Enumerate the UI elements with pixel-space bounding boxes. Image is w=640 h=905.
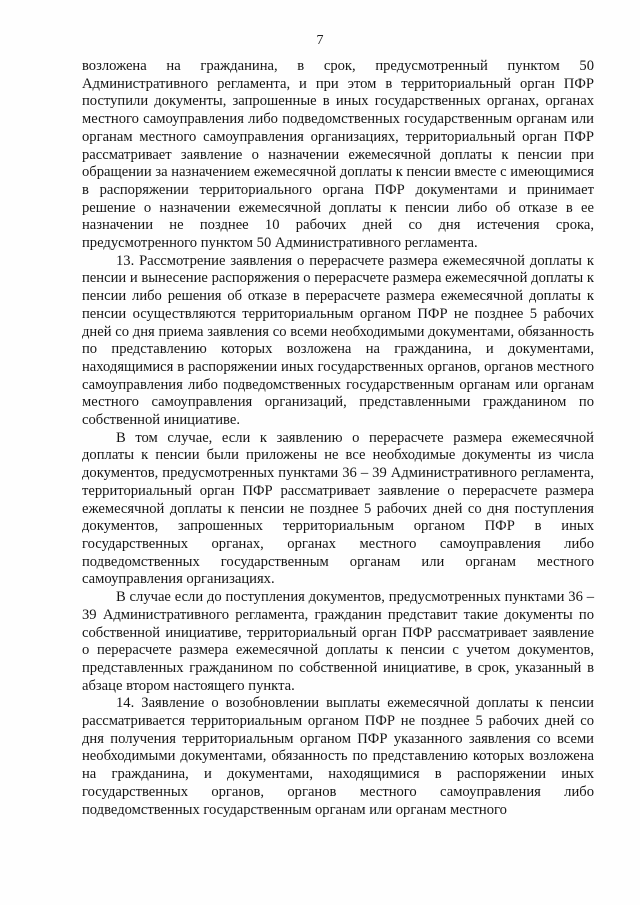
paragraph-item-14: 14. Заявление о возобновлении выплаты ежемесячной доплаты к пенсии рассматривается территориальным органом ПФР не позднее 5 рабочих дней со дня получения территориальным органом ПФР указанного заявления со всеми необходимыми документами, обязанность по представлению которых возложена на гражданина, и документами, находящимися в распоряжении иных государственных органов, органов местного самоуправления либо подведомственных государственным органам или органам местного (82, 695, 594, 818)
paragraph-continuation: возложена на гражданина, в срок, предусмотренный пунктом 50 Административного регламента, и при этом в территориальный орган ПФР поступили документы, запрошенные в иных государственных органах, органах местного самоуправления либо подведомственных государственным органам или органам местного самоуправления организациях, территориальный орган ПФР рассматривает заявление о назначении ежемесячной доплаты к пенсии при обращении за назначением ежемесячной доплаты к пенсии вместе с имеющимися в распоряжении территориального органа ПФР документами и принимает решение о назначении ежемесячной доплаты к пенсии либо об отказе в ее назначении не позднее 10 рабочих дней со дня истечения срока, предусмотренного пунктом 50 Административного регламента. (82, 58, 594, 252)
paragraph-own-initiative: В случае если до поступления документов, предусмотренных пунктами 36 – 39 Административного регламента, гражданин представит такие документы по собственной инициативе, территориальный орган ПФР рассматривает заявление о перерасчете размера ежемесячной доплаты к пенсии с учетом документов, представленных гражданином по собственной инициативе, в срок, указанный в абзаце втором настоящего пункта. (82, 589, 594, 694)
body-text (82, 58, 594, 819)
paragraph-item-13: 13. Рассмотрение заявления о перерасчете размера ежемесячной доплаты к пенсии и вынесение распоряжения о перерасчете размера ежемесячной доплаты к пенсии либо решения об отказе в перерасчете размера ежемесячной доплаты к пенсии осуществляются территориальным органом ПФР не позднее 5 рабочих дней со дня приема заявления со всеми необходимыми документами, обязанность по представлению которых возложена на гражданина, и документами, находящимися в распоряжении иных государственных органов, органов местного самоуправления либо подведомственных государственным органам или органам местного самоуправления организаций, представленными гражданином по собственной инициативе. (82, 252, 594, 429)
page-number: 7 (316, 33, 324, 48)
paragraph-incomplete-documents: В том случае, если к заявлению о перерасчете размера ежемесячной доплаты к пенсии были приложены не все необходимые документы из числа документов, предусмотренных пунктами 36 – 39 Административного регламента, территориальный орган ПФР рассматривает заявление о перерасчете размера ежемесячной доплаты к пенсии не позднее 5 рабочих дней со дня поступления документов, запрошенных территориальным органом ПФР в иных государственных органах, органах местного самоуправления либо подведомственных государственным органам или органам местного самоуправления организациях. (82, 429, 594, 588)
